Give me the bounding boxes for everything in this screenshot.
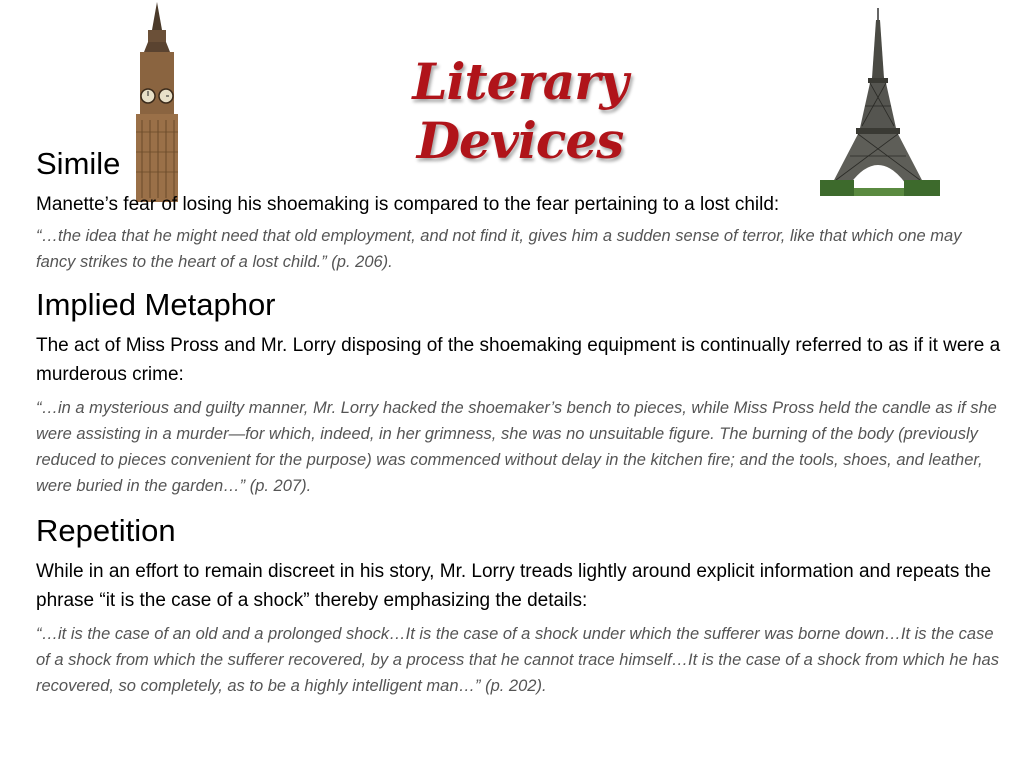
section-heading: Implied Metaphor	[36, 287, 276, 322]
slide-content	[36, 146, 1004, 699]
section-heading: Simile	[36, 146, 121, 181]
slide-title: Literary Devices	[412, 52, 628, 170]
section-heading: Repetition	[36, 513, 176, 548]
section-body: The act of Miss Pross and Mr. Lorry disposing of the shoemaking equipment is continually referred to as if it were a murderous crime:	[36, 335, 1001, 385]
section-simile	[36, 146, 1004, 275]
section-body: While in an effort to remain discreet in his story, Mr. Lorry treads lightly around explicit information and repeats the phrase “it is the case of a shock” thereby emphasizing the details:	[36, 561, 992, 611]
section-repetition	[36, 513, 1004, 699]
section-quote: “…it is the case of an old and a prolonged shock…It is the case of a shock under which the sufferer was borne down…It is the case of a shock from which the sufferer recovered, by a process that he cannot trace himself…It is the case of a shock from which he has recovered, so completely, as to be a highly intelligent man…” (p. 202).	[36, 625, 999, 695]
section-quote: “…in a mysterious and guilty manner, Mr. Lorry hacked the shoemaker’s bench to pieces, while Miss Pross held the candle as if she were assisting in a murder—for which, indeed, in her grimness, she was no unsuitable figure. The burning of the body (previously reduced to pieces convenient for the purpose) was commenced without delay in the kitchen fire; and the tools, shoes, and leather, were buried in the garden…” (p. 207).	[36, 399, 997, 495]
section-quote: “…the idea that he might need that old employment, and not find it, gives him a sudden sense of terror, like that which one may fancy strikes to the heart of a lost child.” (p. 206).	[36, 227, 962, 271]
section-implied-metaphor	[36, 287, 1004, 499]
section-body: Manette’s fear of losing his shoemaking is compared to the fear pertaining to a lost child:	[36, 194, 780, 215]
